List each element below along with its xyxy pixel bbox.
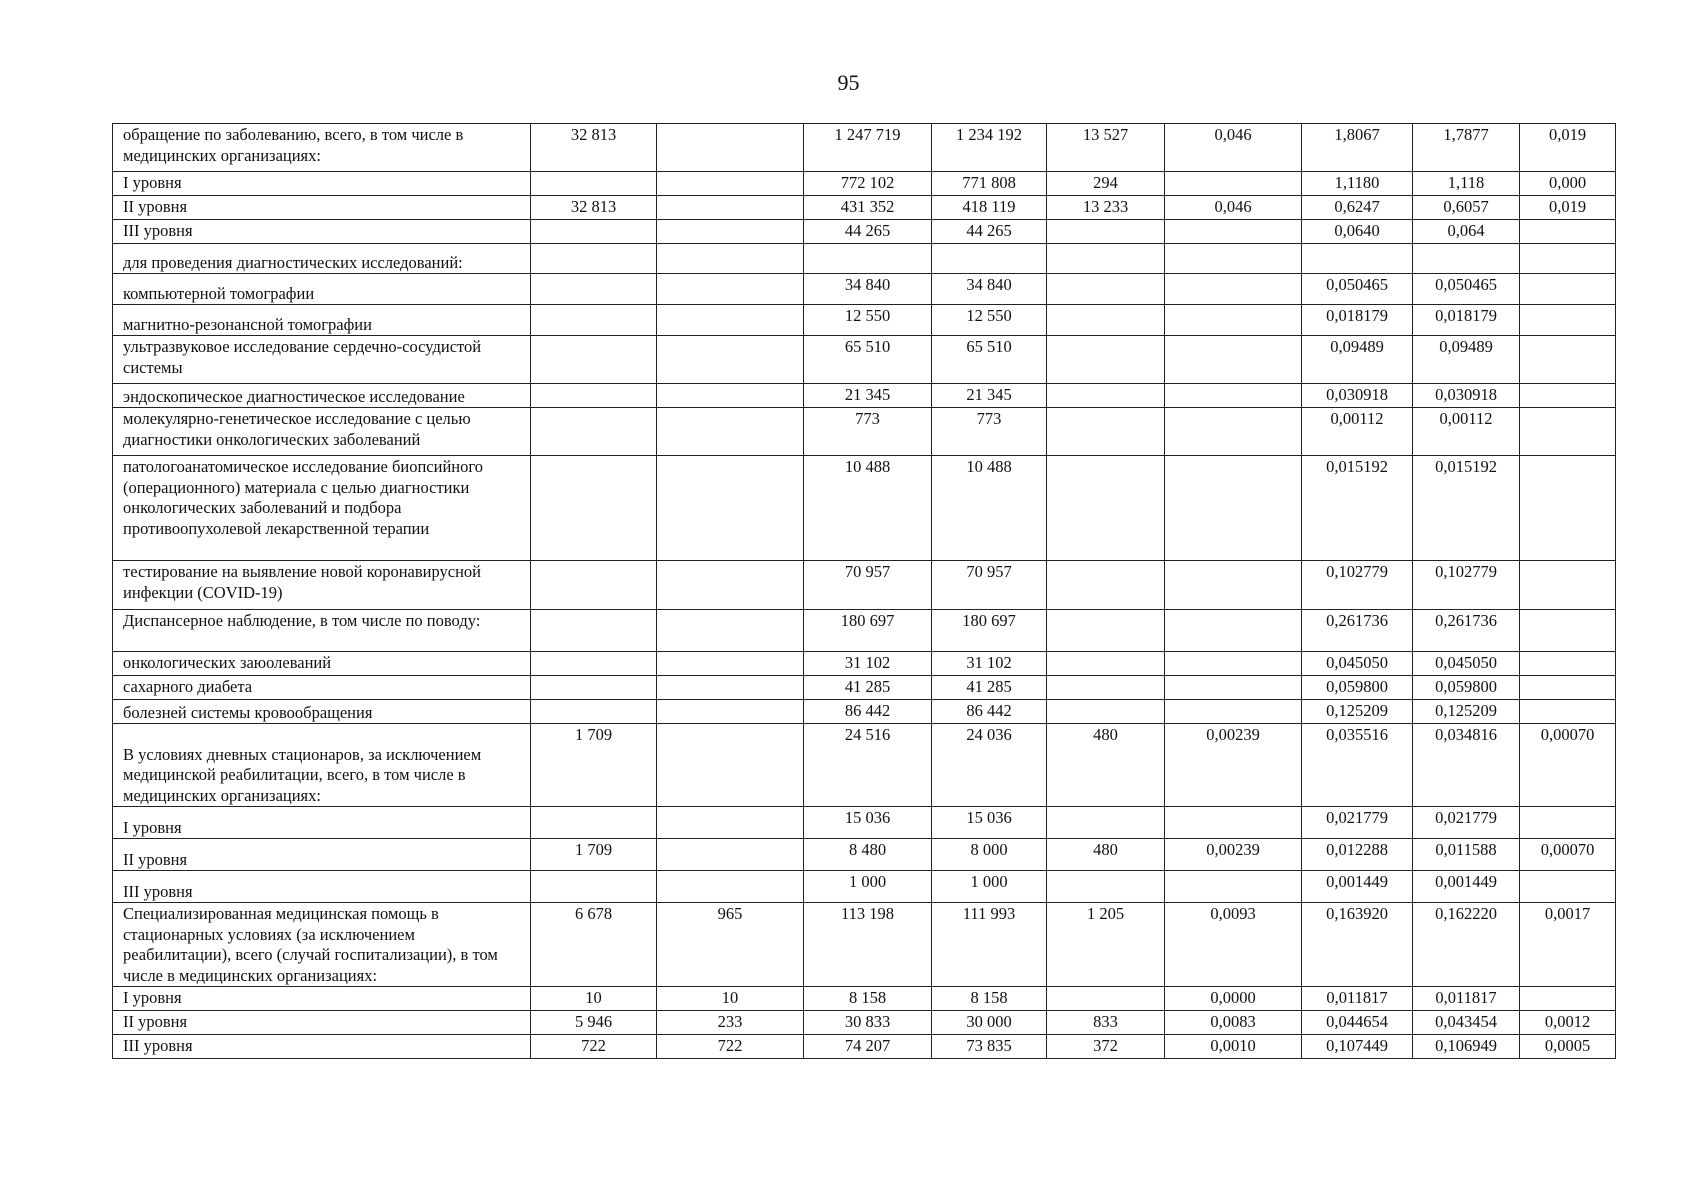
value-cell-col-4: 8 158 [932,987,1047,1011]
value-cell-col-9: 0,019 [1520,196,1616,220]
value-cell-col-6 [1165,456,1302,561]
value-cell-col-3: 10 488 [804,456,932,561]
value-cell-col-2 [657,676,804,700]
value-cell-col-2 [657,871,804,903]
value-cell-col-7: 0,012288 [1302,839,1413,871]
value-cell-col-8: 0,059800 [1413,676,1520,700]
value-cell-col-1 [531,610,657,652]
value-cell-col-7: 0,015192 [1302,456,1413,561]
value-cell-col-6 [1165,700,1302,724]
row-label-cell [113,652,531,676]
value-cell-col-1: 6 678 [531,903,657,987]
table-body [113,124,1616,1059]
value-cell-col-3: 180 697 [804,610,932,652]
row-label: ультразвуковое исследование сердечно-сосудистой системы [123,337,482,377]
value-cell-col-3: 773 [804,408,932,456]
value-cell-col-3: 44 265 [804,220,932,244]
value-cell-col-6: 0,0083 [1165,1011,1302,1035]
value-cell-col-7: 0,059800 [1302,676,1413,700]
table-row [113,652,1616,676]
value-cell-col-3: 431 352 [804,196,932,220]
table-row [113,724,1616,807]
value-cell-col-3: 113 198 [804,903,932,987]
row-label: II уровня [123,197,188,216]
value-cell-col-9 [1520,807,1616,839]
value-cell-col-6 [1165,274,1302,305]
value-cell-col-9 [1520,384,1616,408]
value-cell-col-8: 0,030918 [1413,384,1520,408]
value-cell-col-9 [1520,220,1616,244]
value-cell-col-9: 0,0017 [1520,903,1616,987]
value-cell-col-2 [657,839,804,871]
row-label-cell [113,987,531,1011]
data-table [112,123,1616,1059]
row-label-cell [113,903,531,987]
value-cell-col-4: 30 000 [932,1011,1047,1035]
value-cell-col-1: 32 813 [531,124,657,172]
value-cell-col-7: 0,163920 [1302,903,1413,987]
value-cell-col-8: 0,045050 [1413,652,1520,676]
value-cell-col-1 [531,274,657,305]
value-cell-col-7: 0,011817 [1302,987,1413,1011]
value-cell-col-4: 771 808 [932,172,1047,196]
value-cell-col-9 [1520,561,1616,610]
value-cell-col-5: 1 205 [1047,903,1165,987]
row-label: Диспансерное наблюдение, в том числе по поводу: [123,611,481,630]
value-cell-col-3: 15 036 [804,807,932,839]
value-cell-col-5 [1047,305,1165,336]
table-row [113,196,1616,220]
value-cell-col-4: 41 285 [932,676,1047,700]
row-label: I уровня [123,817,182,837]
value-cell-col-5 [1047,807,1165,839]
value-cell-col-9 [1520,652,1616,676]
table-row [113,839,1616,871]
value-cell-col-3: 772 102 [804,172,932,196]
value-cell-col-5 [1047,384,1165,408]
value-cell-col-7: 0,045050 [1302,652,1413,676]
row-label: патологоанатомическое исследование биопсийного (операционного) материала с целью диагностики онкологических заболеваний и подбора противоопухолевой лекарственной терапии [123,457,483,538]
value-cell-col-3: 24 516 [804,724,932,807]
row-label: обращение по заболеванию, всего, в том числе в медицинских организациях: [123,125,464,165]
value-cell-col-2 [657,408,804,456]
row-label: II уровня [123,849,188,869]
value-cell-col-4: 44 265 [932,220,1047,244]
value-cell-col-6: 0,046 [1165,124,1302,172]
value-cell-col-2: 10 [657,987,804,1011]
value-cell-col-4: 111 993 [932,903,1047,987]
value-cell-col-3: 86 442 [804,700,932,724]
value-cell-col-1 [531,408,657,456]
value-cell-col-1 [531,384,657,408]
row-label: В условиях дневных стационаров, за исключением медицинской реабилитации, всего, в том числе в медицинских организациях: [123,744,482,805]
row-label-cell [113,172,531,196]
table-row [113,676,1616,700]
value-cell-col-9 [1520,700,1616,724]
value-cell-col-2 [657,336,804,384]
table-row [113,336,1616,384]
value-cell-col-6: 0,0093 [1165,903,1302,987]
value-cell-col-8: 0,043454 [1413,1011,1520,1035]
value-cell-col-5: 372 [1047,1035,1165,1059]
value-cell-col-5: 13 233 [1047,196,1165,220]
table-row [113,172,1616,196]
value-cell-col-4: 70 957 [932,561,1047,610]
value-cell-col-9 [1520,408,1616,456]
table-row [113,561,1616,610]
value-cell-col-2 [657,220,804,244]
value-cell-col-6: 0,046 [1165,196,1302,220]
value-cell-col-2 [657,384,804,408]
row-label: для проведения диагностических исследований: [123,252,463,272]
row-label: III уровня [123,1036,193,1055]
table-row [113,903,1616,987]
value-cell-col-8: 0,125209 [1413,700,1520,724]
value-cell-col-6: 0,0000 [1165,987,1302,1011]
value-cell-col-1 [531,244,657,274]
value-cell-col-1 [531,700,657,724]
value-cell-col-7: 0,107449 [1302,1035,1413,1059]
value-cell-col-2 [657,124,804,172]
row-label-cell [113,871,531,903]
value-cell-col-3: 65 510 [804,336,932,384]
table-row [113,408,1616,456]
value-cell-col-4: 418 119 [932,196,1047,220]
value-cell-col-1 [531,456,657,561]
value-cell-col-5 [1047,700,1165,724]
value-cell-col-1: 5 946 [531,1011,657,1035]
value-cell-col-2 [657,456,804,561]
value-cell-col-1 [531,807,657,839]
value-cell-col-4: 8 000 [932,839,1047,871]
value-cell-col-7: 0,09489 [1302,336,1413,384]
table-row [113,384,1616,408]
value-cell-col-9: 0,00070 [1520,839,1616,871]
value-cell-col-8: 0,034816 [1413,724,1520,807]
value-cell-col-4: 21 345 [932,384,1047,408]
value-cell-col-6 [1165,676,1302,700]
value-cell-col-1 [531,676,657,700]
row-label: I уровня [123,173,182,192]
value-cell-col-2 [657,807,804,839]
row-label-cell [113,305,531,336]
value-cell-col-4: 1 234 192 [932,124,1047,172]
row-label: III уровня [123,221,193,240]
row-label-cell [113,124,531,172]
value-cell-col-4: 86 442 [932,700,1047,724]
value-cell-col-7: 0,00112 [1302,408,1413,456]
value-cell-col-6 [1165,408,1302,456]
value-cell-col-6 [1165,220,1302,244]
value-cell-col-4: 1 000 [932,871,1047,903]
value-cell-col-3: 74 207 [804,1035,932,1059]
value-cell-col-8: 0,011588 [1413,839,1520,871]
value-cell-col-2 [657,196,804,220]
value-cell-col-9: 0,019 [1520,124,1616,172]
value-cell-col-6 [1165,305,1302,336]
value-cell-col-7: 0,0640 [1302,220,1413,244]
table-row [113,1011,1616,1035]
value-cell-col-5 [1047,676,1165,700]
value-cell-col-2: 233 [657,1011,804,1035]
value-cell-col-3: 1 247 719 [804,124,932,172]
value-cell-col-2 [657,305,804,336]
value-cell-col-2 [657,172,804,196]
value-cell-col-1 [531,871,657,903]
value-cell-col-5 [1047,987,1165,1011]
value-cell-col-3: 1 000 [804,871,932,903]
row-label-cell [113,384,531,408]
value-cell-col-7: 0,102779 [1302,561,1413,610]
value-cell-col-9: 0,0012 [1520,1011,1616,1035]
value-cell-col-8: 0,00112 [1413,408,1520,456]
value-cell-col-8: 0,064 [1413,220,1520,244]
value-cell-col-7: 1,1180 [1302,172,1413,196]
row-label: сахарного диабета [123,677,253,696]
value-cell-col-7: 0,261736 [1302,610,1413,652]
value-cell-col-6 [1165,610,1302,652]
value-cell-col-7: 0,035516 [1302,724,1413,807]
value-cell-col-3: 41 285 [804,676,932,700]
value-cell-col-1: 1 709 [531,724,657,807]
value-cell-col-4: 10 488 [932,456,1047,561]
value-cell-col-4: 773 [932,408,1047,456]
value-cell-col-4: 180 697 [932,610,1047,652]
row-label-cell [113,244,531,274]
value-cell-col-6: 0,0010 [1165,1035,1302,1059]
value-cell-col-2: 722 [657,1035,804,1059]
value-cell-col-9 [1520,676,1616,700]
value-cell-col-7: 1,8067 [1302,124,1413,172]
table-row [113,124,1616,172]
value-cell-col-5 [1047,220,1165,244]
value-cell-col-2 [657,700,804,724]
value-cell-col-4: 34 840 [932,274,1047,305]
table-row [113,220,1616,244]
value-cell-col-8 [1413,244,1520,274]
value-cell-col-3: 21 345 [804,384,932,408]
value-cell-col-9 [1520,456,1616,561]
value-cell-col-1 [531,336,657,384]
value-cell-col-8: 0,018179 [1413,305,1520,336]
row-label-cell [113,561,531,610]
value-cell-col-7: 0,044654 [1302,1011,1413,1035]
value-cell-col-6 [1165,561,1302,610]
value-cell-col-4: 31 102 [932,652,1047,676]
row-label-cell [113,456,531,561]
row-label-cell [113,807,531,839]
value-cell-col-8: 0,011817 [1413,987,1520,1011]
value-cell-col-4: 12 550 [932,305,1047,336]
value-cell-col-6 [1165,336,1302,384]
row-label: болезней системы кровообращения [123,702,373,722]
value-cell-col-3: 8 158 [804,987,932,1011]
value-cell-col-6 [1165,172,1302,196]
value-cell-col-3 [804,244,932,274]
value-cell-col-5 [1047,561,1165,610]
value-cell-col-6: 0,00239 [1165,724,1302,807]
row-label-cell [113,336,531,384]
row-label: онкологических заюолеваний [123,653,332,672]
value-cell-col-6 [1165,807,1302,839]
value-cell-col-8: 0,050465 [1413,274,1520,305]
value-cell-col-3: 30 833 [804,1011,932,1035]
row-label: эндоскопическое диагностическое исследование [123,386,465,406]
value-cell-col-7: 0,125209 [1302,700,1413,724]
row-label: Специализированная медицинская помощь в стационарных условиях (за исключением реабилитации), всего (случай госпитализации), в том числе в медицинских организациях: [123,904,498,985]
value-cell-col-2 [657,610,804,652]
value-cell-col-5 [1047,274,1165,305]
table-row [113,700,1616,724]
row-label-cell [113,196,531,220]
value-cell-col-1: 1 709 [531,839,657,871]
value-cell-col-2 [657,244,804,274]
row-label-cell [113,610,531,652]
value-cell-col-8: 0,261736 [1413,610,1520,652]
table-row [113,244,1616,274]
value-cell-col-7: 0,6247 [1302,196,1413,220]
value-cell-col-2 [657,274,804,305]
table-row [113,807,1616,839]
row-label-cell [113,1035,531,1059]
row-label: компьютерной томографии [123,283,315,303]
value-cell-col-3: 8 480 [804,839,932,871]
value-cell-col-1 [531,652,657,676]
value-cell-col-1: 10 [531,987,657,1011]
value-cell-col-2 [657,724,804,807]
table-row [113,987,1616,1011]
value-cell-col-4: 15 036 [932,807,1047,839]
value-cell-col-5: 480 [1047,839,1165,871]
row-label-cell [113,408,531,456]
value-cell-col-5: 294 [1047,172,1165,196]
value-cell-col-7: 0,030918 [1302,384,1413,408]
value-cell-col-6 [1165,652,1302,676]
value-cell-col-8: 0,021779 [1413,807,1520,839]
value-cell-col-1: 722 [531,1035,657,1059]
value-cell-col-8: 0,001449 [1413,871,1520,903]
value-cell-col-8: 1,118 [1413,172,1520,196]
value-cell-col-7: 0,001449 [1302,871,1413,903]
value-cell-col-3: 70 957 [804,561,932,610]
table-row [113,274,1616,305]
value-cell-col-9: 0,000 [1520,172,1616,196]
row-label: молекулярно-генетическое исследование с целью диагностики онкологических заболеваний [123,409,471,449]
value-cell-col-8: 0,6057 [1413,196,1520,220]
row-label-cell [113,220,531,244]
value-cell-col-3: 12 550 [804,305,932,336]
row-label: II уровня [123,1012,188,1031]
value-cell-col-9 [1520,336,1616,384]
value-cell-col-8: 1,7877 [1413,124,1520,172]
value-cell-col-5 [1047,871,1165,903]
value-cell-col-3: 34 840 [804,274,932,305]
value-cell-col-2 [657,561,804,610]
value-cell-col-4 [932,244,1047,274]
value-cell-col-8: 0,09489 [1413,336,1520,384]
value-cell-col-8: 0,102779 [1413,561,1520,610]
value-cell-col-5 [1047,244,1165,274]
row-label-cell [113,839,531,871]
value-cell-col-3: 31 102 [804,652,932,676]
row-label: III уровня [123,881,193,901]
table-row [113,610,1616,652]
value-cell-col-8: 0,162220 [1413,903,1520,987]
value-cell-col-6 [1165,871,1302,903]
value-cell-col-9 [1520,987,1616,1011]
value-cell-col-1: 32 813 [531,196,657,220]
table-row [113,456,1616,561]
row-label: I уровня [123,988,182,1007]
value-cell-col-1 [531,220,657,244]
value-cell-col-8: 0,015192 [1413,456,1520,561]
value-cell-col-5: 13 527 [1047,124,1165,172]
row-label: магнитно-резонансной томографии [123,314,372,334]
value-cell-col-5 [1047,652,1165,676]
value-cell-col-5 [1047,336,1165,384]
value-cell-col-6 [1165,384,1302,408]
value-cell-col-9 [1520,244,1616,274]
table-row [113,1035,1616,1059]
value-cell-col-1 [531,305,657,336]
row-label-cell [113,700,531,724]
value-cell-col-4: 24 036 [932,724,1047,807]
row-label: тестирование на выявление новой коронавирусной инфекции (COVID-19) [123,562,481,602]
value-cell-col-4: 73 835 [932,1035,1047,1059]
value-cell-col-2 [657,652,804,676]
value-cell-col-8: 0,106949 [1413,1035,1520,1059]
row-label-cell [113,1011,531,1035]
value-cell-col-5: 833 [1047,1011,1165,1035]
table-row [113,305,1616,336]
value-cell-col-7 [1302,244,1413,274]
value-cell-col-9 [1520,871,1616,903]
value-cell-col-2: 965 [657,903,804,987]
value-cell-col-7: 0,018179 [1302,305,1413,336]
value-cell-col-4: 65 510 [932,336,1047,384]
row-label-cell [113,274,531,305]
value-cell-col-1 [531,172,657,196]
row-label-cell [113,724,531,807]
value-cell-col-9 [1520,305,1616,336]
value-cell-col-9: 0,0005 [1520,1035,1616,1059]
value-cell-col-9 [1520,610,1616,652]
value-cell-col-5 [1047,408,1165,456]
table-row [113,871,1616,903]
page-number: 95 [837,70,860,95]
value-cell-col-9: 0,00070 [1520,724,1616,807]
value-cell-col-1 [531,561,657,610]
value-cell-col-5 [1047,456,1165,561]
value-cell-col-9 [1520,274,1616,305]
value-cell-col-7: 0,021779 [1302,807,1413,839]
value-cell-col-6 [1165,244,1302,274]
row-label-cell [113,676,531,700]
value-cell-col-7: 0,050465 [1302,274,1413,305]
value-cell-col-5: 480 [1047,724,1165,807]
value-cell-col-5 [1047,610,1165,652]
value-cell-col-6: 0,00239 [1165,839,1302,871]
